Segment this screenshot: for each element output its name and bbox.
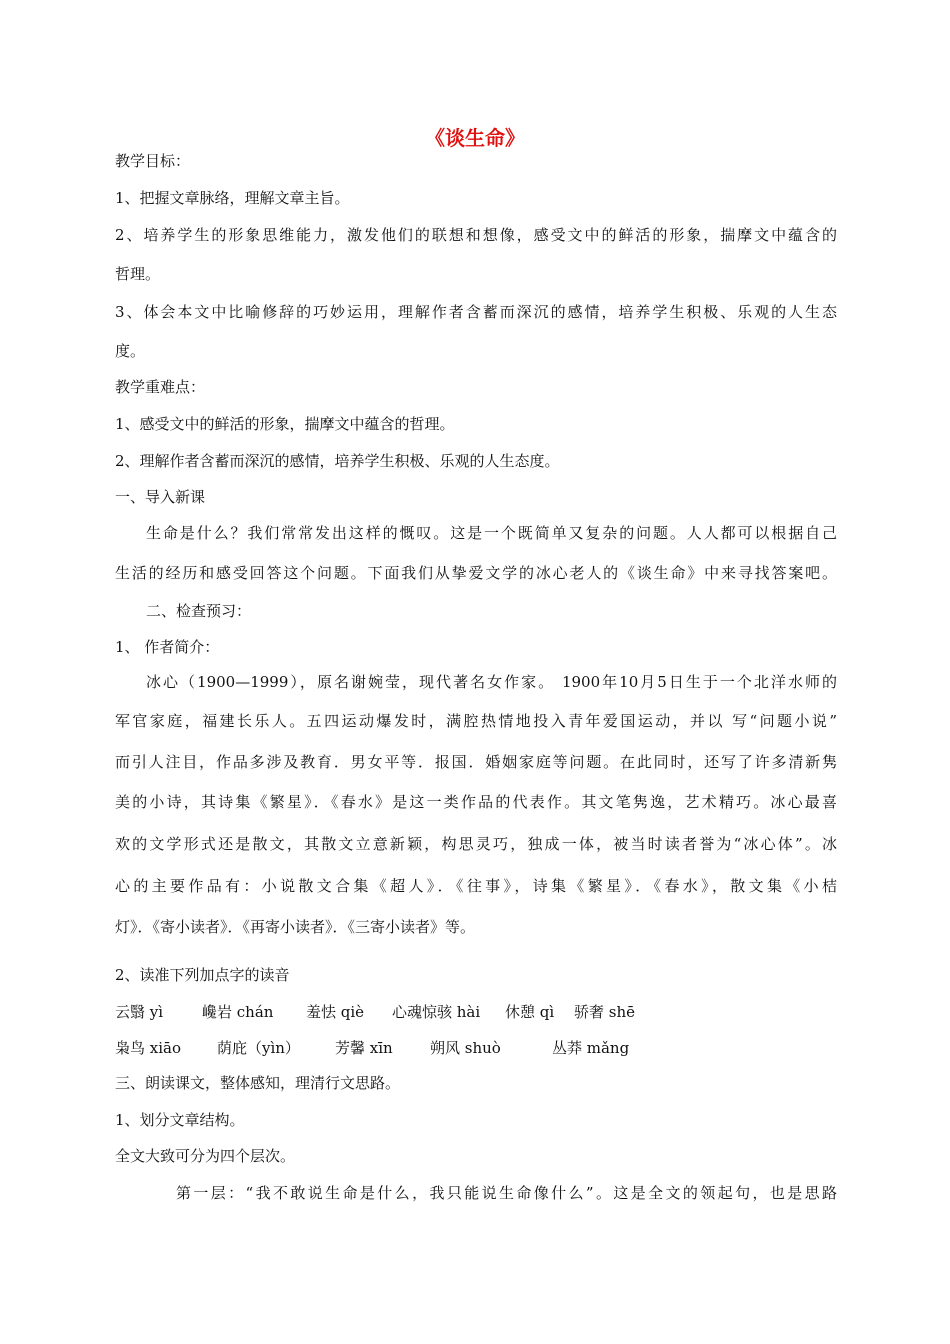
paragraph-line: 美的小诗，其诗集《繁星》．《春水》是这一类作品的代表作。其文笔隽逸，艺术精巧。冰心最喜 — [115, 793, 837, 811]
pinyin-item: 心魂惊骇 hài — [392, 1003, 481, 1021]
pinyin-item: 休憩 qì — [505, 1003, 555, 1021]
paragraph-line: 而引人注目，作品多涉及教育．男女平等．报国．婚姻家庭等问题。在此同时，还写了许多清新隽 — [115, 753, 837, 771]
objective-item-continued: 度。 — [115, 342, 146, 360]
subsection-heading: 1、划分文章结构。 — [115, 1111, 245, 1129]
paragraph-line: 生活的经历和感受回答这个问题。下面我们从挚爱文学的冰心老人的《谈生命》中来寻找答案吧。 — [115, 564, 837, 582]
pinyin-item: 丛莽 mǎng — [552, 1039, 630, 1057]
objective-item-continued: 哲理。 — [115, 265, 161, 283]
pinyin-item: 巉岩 chán — [202, 1003, 274, 1021]
paragraph-line: 欢的文学形式还是散文，其散文立意新颖，构思灵巧，独成一体，被当时读者誉为“冰心体”。冰 — [115, 835, 837, 853]
paragraph-line: 军官家庭，福建长乐人。五四运动爆发时，满腔热情地投入青年爱国运动，并以 写“问题小说” — [115, 712, 837, 730]
paragraph-line: 灯》．《寄小读者》．《再寄小读者》．《三寄小读者》等。 — [115, 918, 476, 936]
pinyin-item: 芳馨 xīn — [335, 1039, 393, 1057]
objective-item: 3、体会本文中比喻修辞的巧妙运用，理解作者含蓄而深沉的感情，培养学生积极、乐观的人生态 — [115, 303, 837, 321]
paragraph-line: 第一层：“我不敢说生命是什么，我只能说生命像什么”。这是全文的领起句，也是思路 — [176, 1184, 837, 1202]
pinyin-item: 枭鸟 xiāo — [115, 1039, 181, 1057]
objective-item: 1、把握文章脉络，理解文章主旨。 — [115, 189, 350, 207]
objective-item: 2、培养学生的形象思维能力，激发他们的联想和想像，感受文中的鲜活的形象，揣摩文中蕴含的 — [115, 226, 837, 244]
paragraph-line: 生命是什么？我们常常发出这样的慨叹。这是一个既简单又复杂的问题。人人都可以根据自己 — [146, 524, 837, 542]
section-heading: 教学重难点： — [115, 378, 206, 396]
section-heading: 三、朗读课文，整体感知，理清行文思路。 — [115, 1074, 401, 1092]
paragraph-line: 冰心（1900—1999），原名谢婉莹，现代著名女作家。 1900年10月5日生于一个北洋水师的 — [146, 673, 837, 691]
section-heading: 教学目标： — [115, 152, 191, 170]
pinyin-item: 羞怯 qiè — [306, 1003, 365, 1021]
section-heading: 一、导入新课 — [115, 488, 206, 506]
paragraph-line: 心的主要作品有：小说散文合集《超人》．《往事》，诗集《繁星》．《春水》，散文集《小桔 — [115, 877, 837, 895]
subsection-heading: 1、 作者简介： — [115, 638, 220, 656]
difficulty-item: 2、理解作者含蓄而深沉的感情，培养学生积极、乐观的人生态度。 — [115, 452, 560, 470]
pinyin-item: 骄奢 shē — [574, 1003, 636, 1021]
section-heading: 二、检查预习： — [146, 602, 252, 620]
pinyin-item: 荫庇（yìn） — [217, 1039, 300, 1057]
subsection-heading: 2、读准下列加点字的读音 — [115, 966, 290, 984]
pinyin-item: 云翳 yì — [115, 1003, 164, 1021]
paragraph-line: 全文大致可分为四个层次。 — [115, 1147, 296, 1165]
difficulty-item: 1、感受文中的鲜活的形象，揣摩文中蕴含的哲理。 — [115, 415, 455, 433]
document-title: 《谈生命》 — [425, 126, 525, 150]
pinyin-item: 朔风 shuò — [430, 1039, 501, 1057]
